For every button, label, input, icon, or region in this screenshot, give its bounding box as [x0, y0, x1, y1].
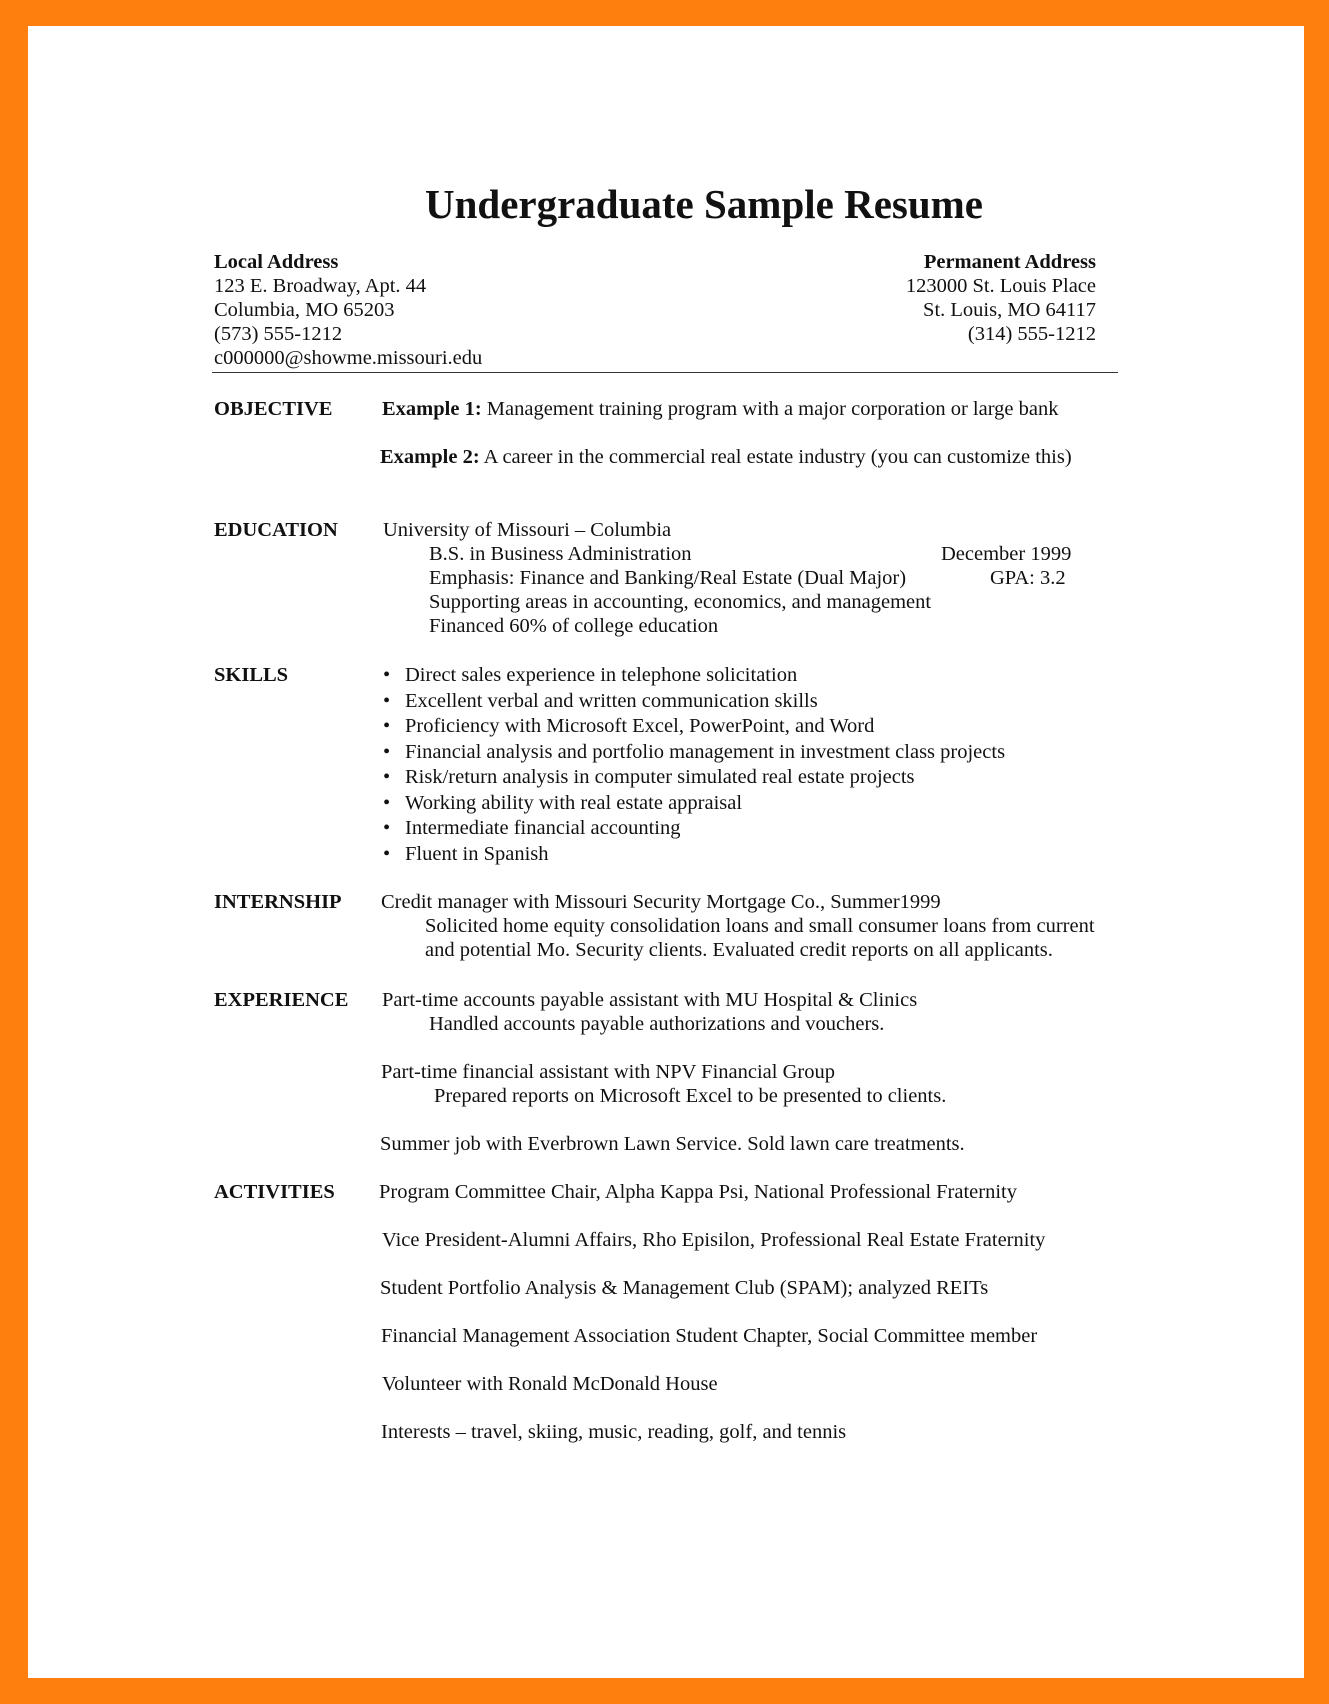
- activity-item: Financial Management Association Student Chapter, Social Committee member: [381, 1325, 1038, 1347]
- bullet-icon: •: [383, 715, 391, 737]
- bullet-icon: •: [383, 766, 391, 788]
- objective-example-1: [382, 397, 1059, 421]
- education-date: December 1999: [941, 543, 1072, 565]
- local-address-heading: Local Address: [214, 251, 339, 273]
- internship-desc-line2: and potential Mo. Security clients. Evaluated credit reports on all applicants.: [425, 939, 1053, 961]
- education-financed: Financed 60% of college education: [429, 615, 719, 637]
- activity-item: Program Committee Chair, Alpha Kappa Psi, National Professional Fraternity: [379, 1181, 1017, 1203]
- objective-example-1-text: Management training program with a major corporation or large bank: [486, 398, 1059, 420]
- permanent-address-heading: Permanent Address: [923, 251, 1096, 273]
- experience-job1: Part-time accounts payable assistant with MU Hospital & Clinics: [382, 989, 918, 1011]
- skill-item: • Fluent in Spanish: [383, 842, 549, 865]
- experience-job2-desc: Prepared reports on Microsoft Excel to be presented to clients.: [434, 1085, 947, 1107]
- education-school: University of Missouri – Columbia: [383, 519, 672, 541]
- skill-item: • Risk/return analysis in computer simulated real estate projects: [383, 766, 915, 788]
- bullet-icon: •: [383, 689, 391, 712]
- bullet-icon: •: [383, 842, 391, 865]
- permanent-address-block: [906, 250, 1096, 346]
- objective-example-1-label: Example 1:: [382, 398, 482, 420]
- internship-label: INTERNSHIP: [214, 891, 342, 913]
- internship-desc-line1: Solicited home equity consolidation loans and small consumer loans from current: [425, 915, 1095, 937]
- skills-label: SKILLS: [214, 664, 289, 686]
- permanent-address-line2: St. Louis, MO 64117: [923, 299, 1096, 321]
- permanent-phone: (314) 555-1212: [967, 323, 1096, 345]
- bullet-icon: •: [383, 740, 391, 763]
- experience-job2: Part-time financial assistant with NPV Financial Group: [381, 1061, 835, 1083]
- local-address-line2: Columbia, MO 65203: [214, 299, 395, 321]
- bullet-icon: •: [383, 817, 391, 839]
- bullet-icon: •: [383, 664, 391, 686]
- education-emphasis: Emphasis: Finance and Banking/Real Estate (Dual Major): [429, 567, 907, 589]
- header-divider: [212, 372, 1118, 373]
- internship-position: Credit manager with Missouri Security Mortgage Co., Summer1999: [381, 891, 941, 913]
- skill-item: • Excellent verbal and written communication skills: [383, 689, 818, 712]
- experience-label: EXPERIENCE: [214, 989, 349, 1011]
- skill-item: • Working ability with real estate appraisal: [383, 791, 743, 814]
- permanent-address-line1: 123000 St. Louis Place: [905, 275, 1096, 297]
- activity-item: Interests – travel, skiing, music, reading, golf, and tennis: [381, 1421, 847, 1443]
- bullet-icon: •: [383, 791, 391, 814]
- objective-example-2: [380, 445, 1072, 469]
- objective-label: OBJECTIVE: [214, 398, 333, 420]
- experience-job3: Summer job with Everbrown Lawn Service. Sold lawn care treatments.: [380, 1133, 965, 1155]
- objective-example-2-text: A career in the commercial real estate industry (you can customize this): [483, 446, 1072, 468]
- local-address-line1: 123 E. Broadway, Apt. 44: [214, 275, 427, 297]
- local-phone: (573) 555-1212: [214, 323, 343, 345]
- skill-item: • Intermediate financial accounting: [383, 817, 681, 839]
- activity-item: Volunteer with Ronald McDonald House: [382, 1373, 718, 1395]
- activity-item: Student Portfolio Analysis & Management Club (SPAM); analyzed REITs: [380, 1277, 989, 1299]
- activities-label: ACTIVITIES: [214, 1181, 335, 1203]
- local-address-block: [214, 250, 482, 370]
- objective-example-2-label: Example 2:: [380, 446, 480, 468]
- experience-job1-desc: Handled accounts payable authorizations and vouchers.: [429, 1013, 885, 1035]
- page-title: Undergraduate Sample Resume: [424, 181, 984, 227]
- education-label: EDUCATION: [214, 519, 338, 541]
- skills-list: [383, 663, 1005, 866]
- skill-item: • Proficiency with Microsoft Excel, PowerPoint, and Word: [383, 715, 875, 737]
- skill-item: • Direct sales experience in telephone solicitation: [383, 664, 798, 686]
- skill-item: • Financial analysis and portfolio management in investment class projects: [383, 740, 1006, 763]
- local-email: c000000@showme.missouri.edu: [214, 347, 483, 369]
- education-gpa: GPA: 3.2: [990, 567, 1066, 589]
- education-supporting: Supporting areas in accounting, economics, and management: [429, 591, 932, 613]
- activity-item: Vice President-Alumni Affairs, Rho Episilon, Professional Real Estate Fraternity: [382, 1229, 1046, 1251]
- resume-page: [28, 26, 1304, 1678]
- education-degree: B.S. in Business Administration: [429, 543, 692, 565]
